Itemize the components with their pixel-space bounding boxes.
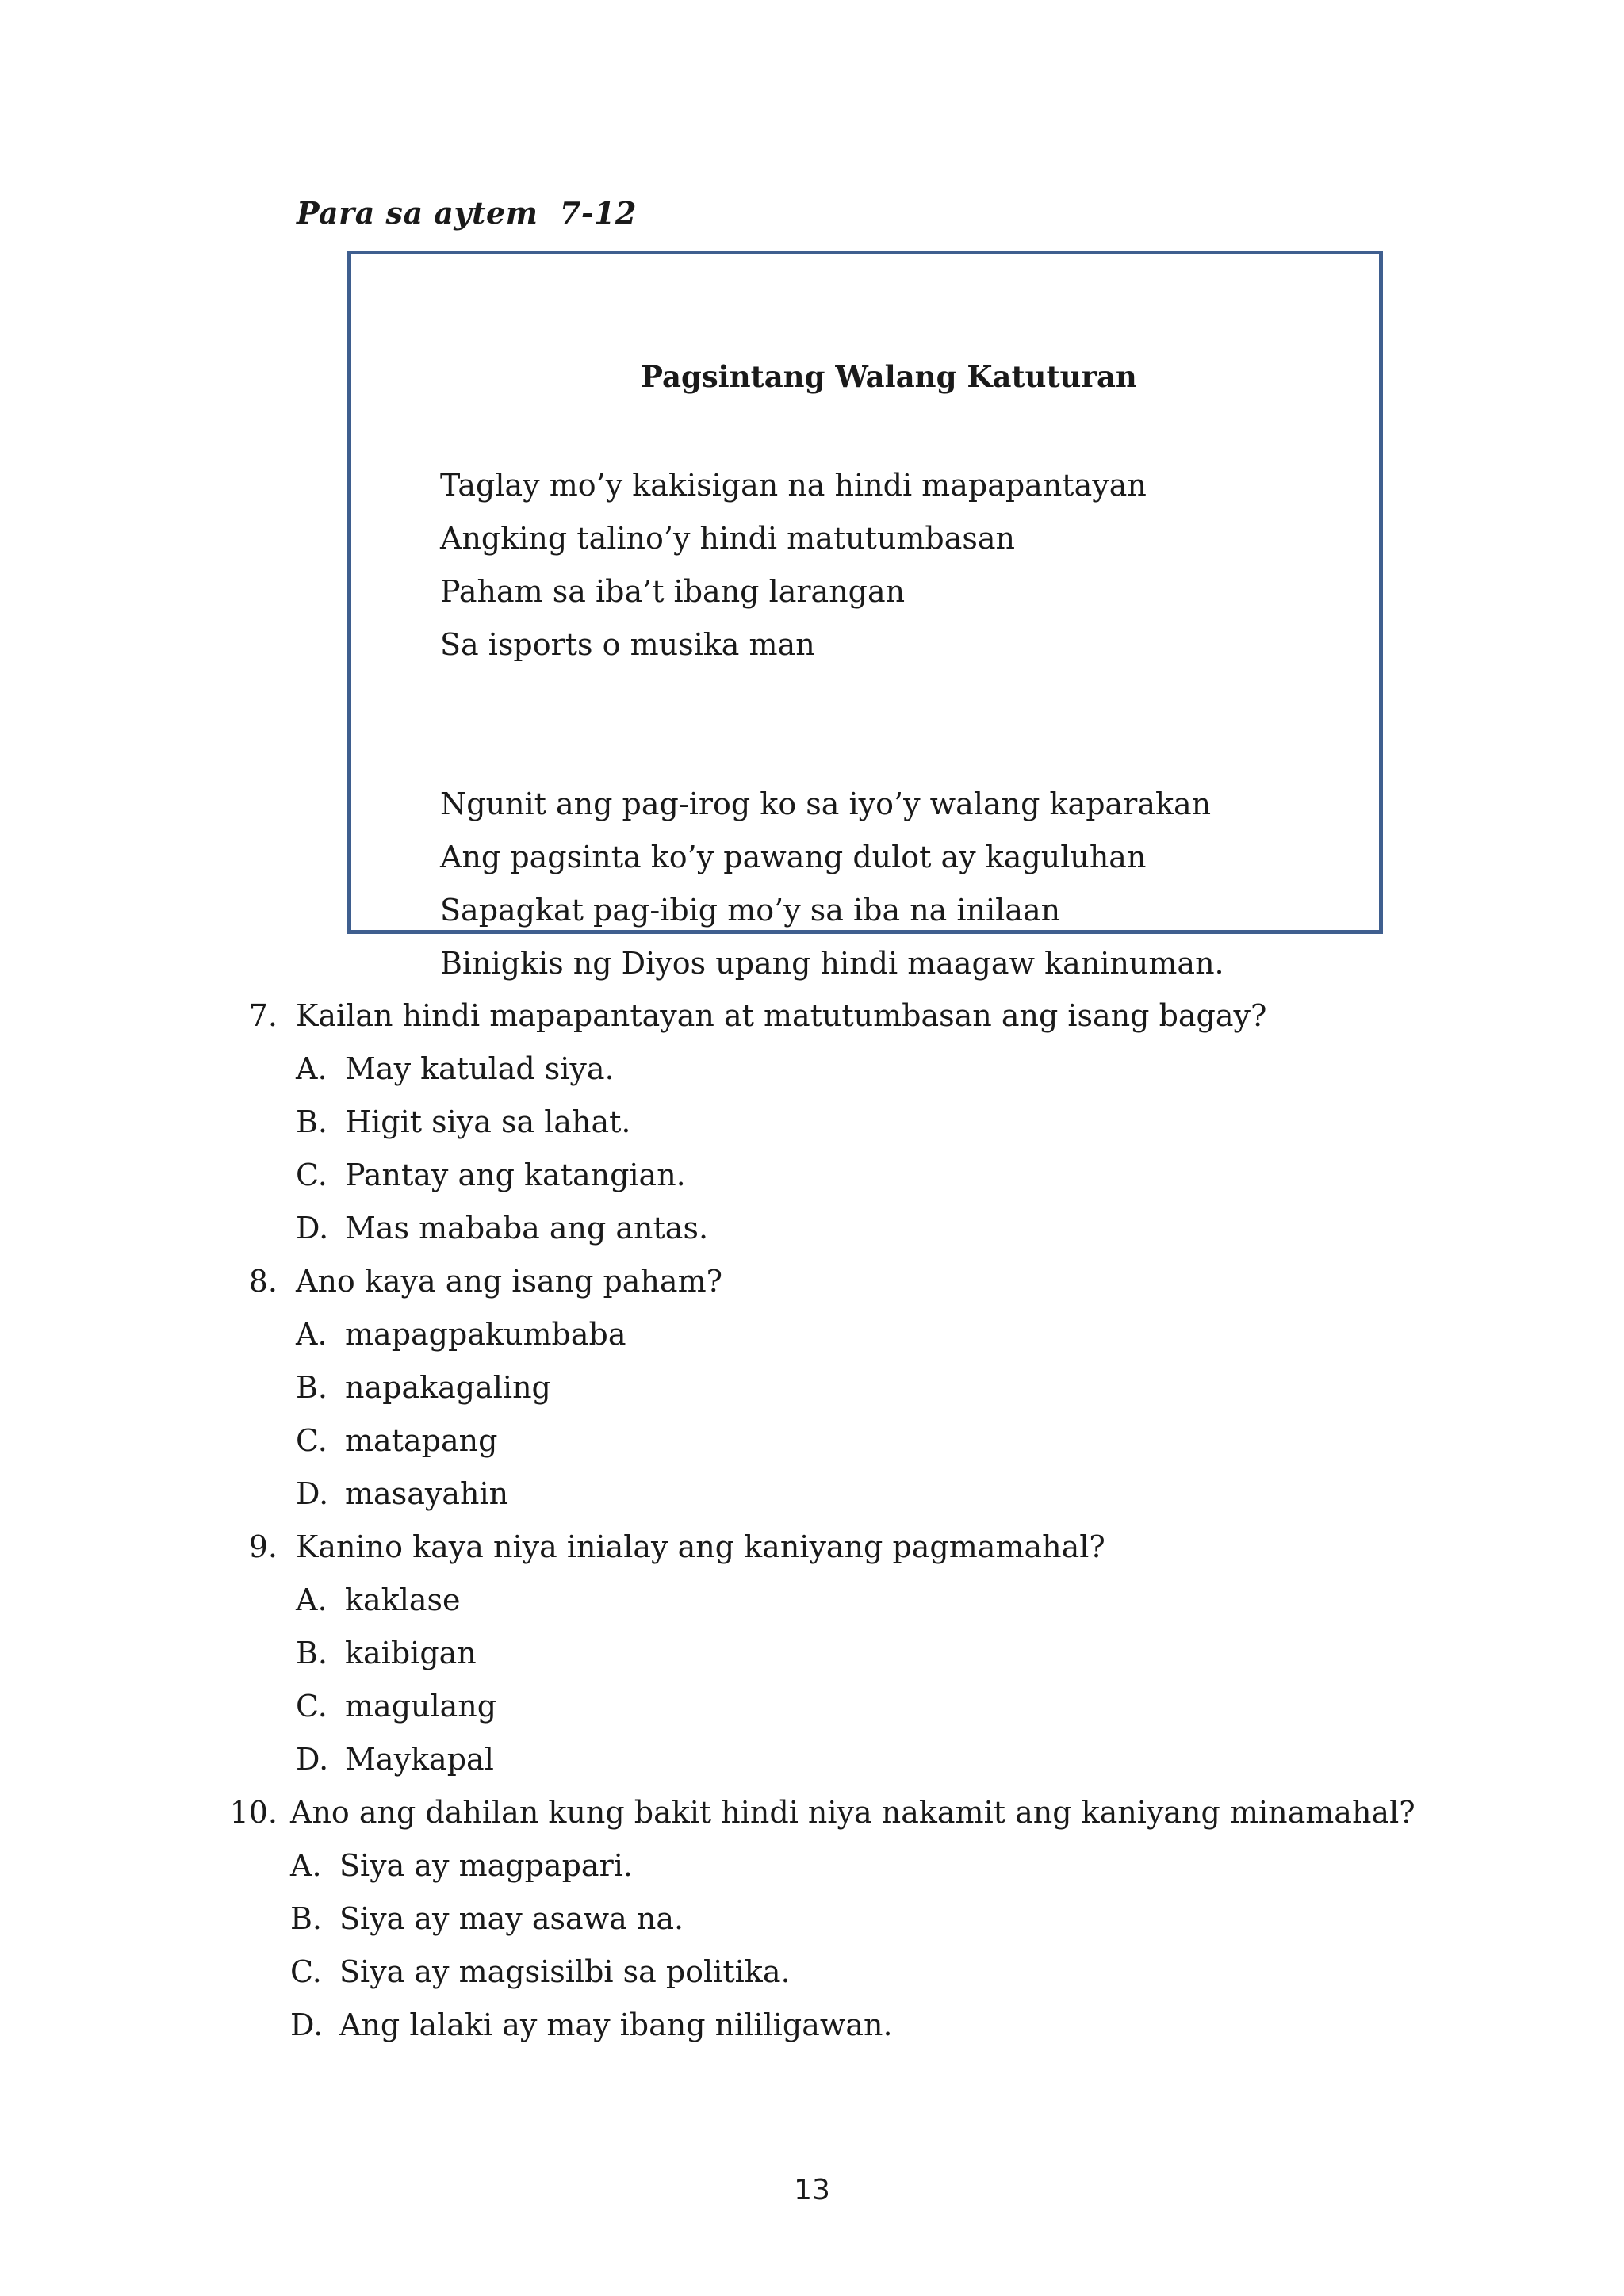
poem-box [347,251,1383,981]
choice-letter: A. [296,1582,327,1617]
choice-letter: B. [296,1370,328,1405]
choice-d [238,1733,1467,1786]
poem-stanza-1 [440,459,1147,672]
choice-a [238,1043,1467,1096]
choice-text: matapang [345,1423,498,1458]
choice-letter: A. [296,1051,327,1086]
question-number: 7. [248,998,278,1033]
choice-c [238,1946,1467,1999]
poem-line: Sa isports o musika man [440,627,815,662]
question-9 [238,1521,1467,1786]
choice-a [238,1839,1467,1892]
choice-letter: B. [296,1104,328,1139]
choice-letter: C. [296,1423,327,1458]
items-intro-heading: Para sa aytem 7-12 [297,195,637,231]
choice-text: magulang [345,1689,497,1724]
choice-letter: D. [296,1476,329,1511]
choice-text: Ang lalaki ay may ibang nililigawan. [339,2007,893,2042]
question-number: 8. [248,1264,278,1299]
choice-text: Pantay ang katangian. [345,1158,686,1192]
choice-text: kaibigan [345,1636,477,1670]
choice-b [238,1892,1467,1946]
choice-a [238,1308,1467,1361]
poem-line: Ngunit ang pag-irog ko sa iyo’y walang kaparakan [440,786,1212,821]
question-text: Ano ang dahilan kung bakit hindi niya nakamit ang kaniyang minamahal? [290,1795,1415,1830]
question-text: Kanino kaya niya inialay ang kaniyang pagmamahal? [296,1529,1105,1564]
choice-text: Siya ay magpapari. [339,1848,633,1883]
choice-text: Siya ay magsisilbi sa politika. [339,1954,791,1989]
choice-text: mapagpakumbaba [345,1317,626,1352]
choice-letter: C. [296,1158,327,1192]
choice-text: Maykapal [345,1742,494,1777]
choice-d [238,1468,1467,1521]
question-list [229,989,1467,2052]
poem-line: Taglay mo’y kakisigan na hindi mapapantayan [440,468,1147,503]
choice-a [238,1574,1467,1627]
choice-b [238,1096,1467,1149]
choice-text: Mas mababa ang antas. [345,1211,709,1246]
choice-d [238,1202,1467,1255]
question-text: Ano kaya ang isang paham? [296,1264,722,1299]
question-7 [238,989,1467,1255]
choice-text: masayahin [345,1476,509,1511]
choice-b [238,1361,1467,1414]
choice-text: Higit siya sa lahat. [345,1104,631,1139]
choice-letter: B. [290,1901,323,1936]
question-10 [229,1786,1467,2052]
question-text: Kailan hindi mapapantayan at matutumbasan ang isang bagay? [296,998,1267,1033]
poem-line: Angking talino’y hindi matutumbasan [440,521,1015,556]
poem-stanza-2 [440,778,1224,990]
choice-letter: B. [296,1636,328,1670]
poem-line: Paham sa iba’t ibang larangan [440,574,906,609]
question-number: 10. [229,1795,278,1830]
choice-text: May katulad siya. [345,1051,615,1086]
poem-title: Pagsintang Walang Katuturan [641,359,1137,394]
choice-text: napakagaling [345,1370,551,1405]
choice-letter: A. [290,1848,322,1883]
choice-letter: D. [296,1742,329,1777]
question-number: 9. [248,1529,278,1564]
choice-letter: A. [296,1317,327,1352]
choice-c [238,1680,1467,1733]
choice-letter: D. [296,1211,329,1246]
poem-line: Binigkis ng Diyos upang hindi maagaw kaninuman. [440,946,1224,981]
choice-letter: C. [290,1954,322,1989]
poem-line: Ang pagsinta ko’y pawang dulot ay kaguluhan [440,840,1147,874]
choice-text: kaklase [345,1582,461,1617]
page-number: 13 [794,2174,830,2206]
choice-text: Siya ay may asawa na. [339,1901,684,1936]
poem-line: Sapagkat pag-ibig mo’y sa iba na inilaan [440,893,1061,928]
choice-b [238,1627,1467,1680]
choice-letter: D. [290,2007,324,2042]
choice-letter: C. [296,1689,327,1724]
choice-d [238,1999,1467,2052]
choice-c [238,1414,1467,1468]
choice-c [238,1149,1467,1202]
question-8 [238,1255,1467,1521]
